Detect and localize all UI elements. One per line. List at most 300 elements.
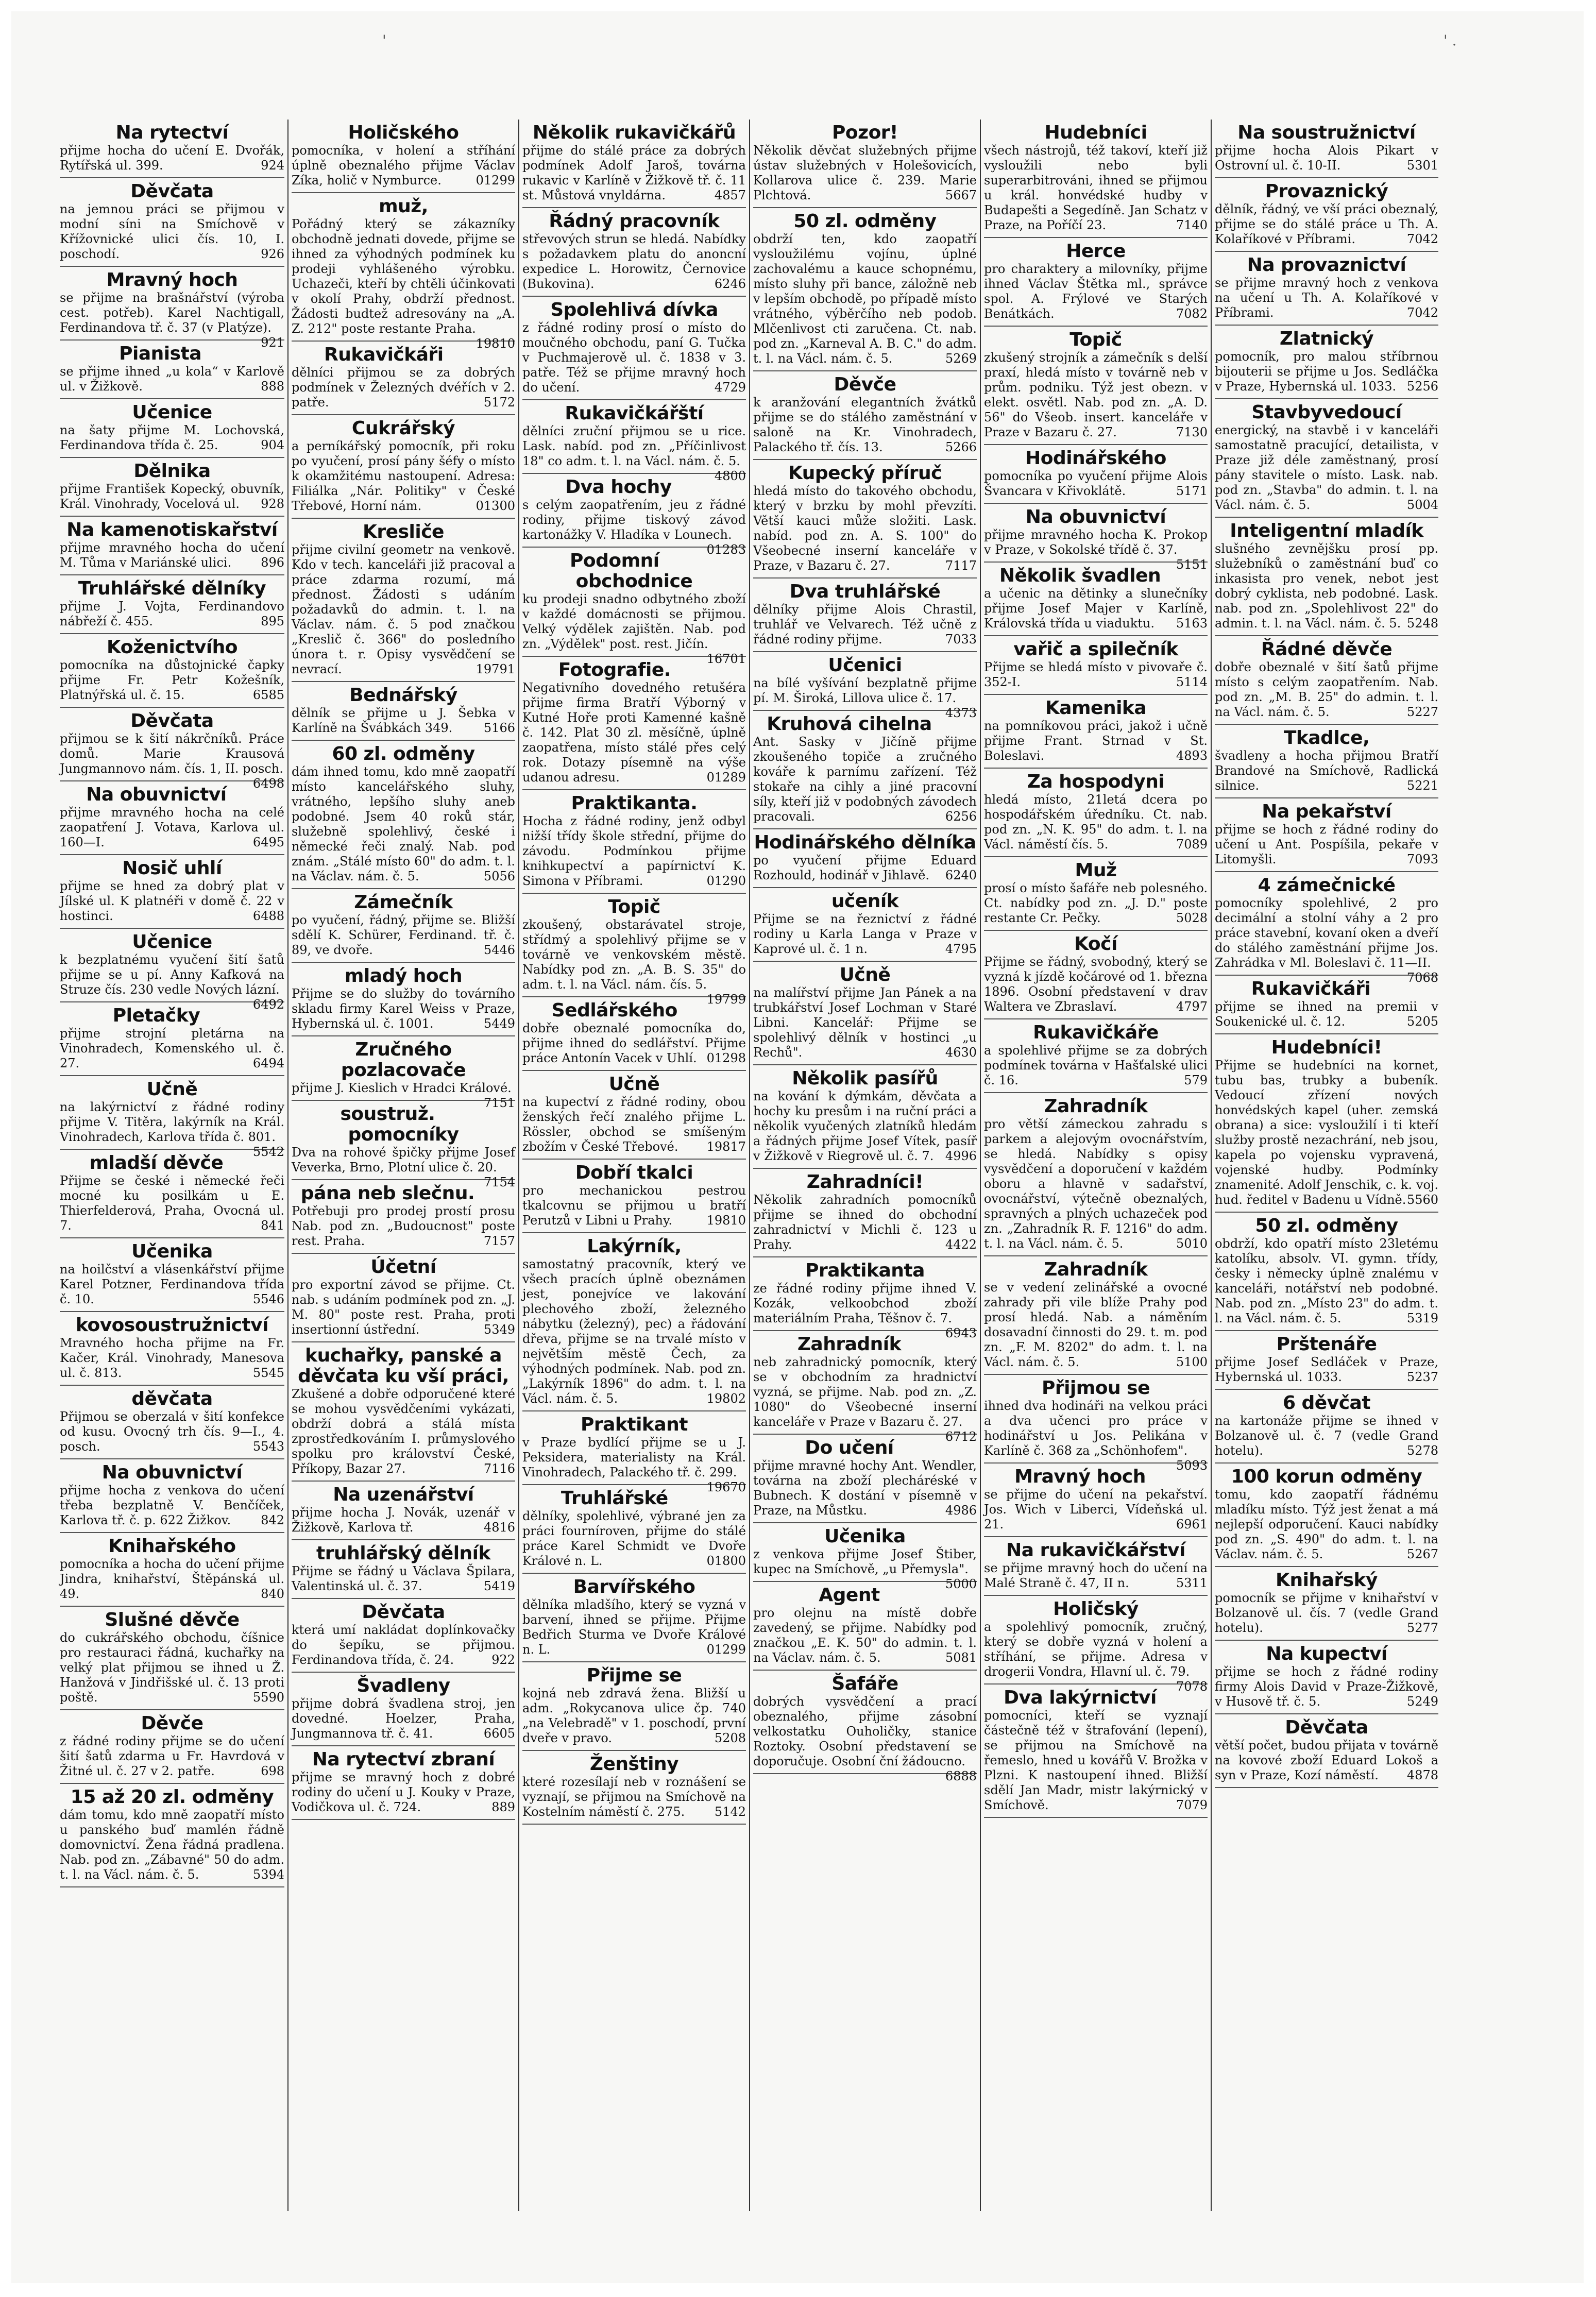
classified-ad (292, 1254, 515, 1342)
ad-text: neb zahradnický pomocník, který se v obchodním za hradnictví vyzná, se přijme. Nab. pod zn. „Z. 1080" do Všeobecné inserní kanceláře v Praze v Bazaru č. 27. (753, 1355, 977, 1429)
ad-heading: Bednářský (349, 685, 457, 706)
ad-number: 5449 (483, 1016, 515, 1031)
ad-number: 5267 (1406, 1547, 1438, 1561)
ad-text: zkoušený, obstarávatel stroje, střídmý a spolehlivý přijme se v továrně ve venkovském městě. Nabídky pod zn. „A. B. S. 35" do adm. t. l. na Václ. nám. čís. 5. (522, 917, 746, 992)
ad-text: Přijme se na řeznictví z řádné rodiny u Karla Langa v Praze v Kaprové ul. č. 1 n. (753, 912, 977, 956)
classified-ad (292, 120, 515, 193)
ad-text: a učenic na dětinky a slunečníky přijme Josef Majer v Karlíně, Královská třída u viaduktu. (984, 586, 1208, 631)
ad-text: přijme do stálé práce za dobrých podmínek Adolf Jaroš, továrna rukavic v Karlíně v Žižkově tř. č. 11 st. Můstová vnyldárna. (522, 143, 746, 202)
ad-number: 5545 (252, 1366, 284, 1380)
ad-text: pro větší zámeckou zahradu s parkem a alejovým ovocnářstvím, se hledá. Nabídky s opisy vysvědčení a doporučení v každém oboru a hlavně v sadařství, ovocnářství, výtečně obeznalých, spravných a plných uchazeček pod zn. „Zahradník R. F. 1216" do adm. t. l. na Václ. nám. č. 5. (984, 1117, 1208, 1251)
ad-body (60, 1630, 284, 1705)
classified-ad (1215, 1714, 1438, 1788)
ad-number: 889 (491, 1800, 515, 1814)
ad-text: přijme J. Vojta, Ferdinandovo nábřeží č. 455. (60, 599, 284, 628)
ad-body (60, 540, 284, 570)
ad-number: 895 (261, 614, 284, 628)
ad-heading: Na obuvnictví (101, 1462, 243, 1483)
classified-ad (292, 1540, 515, 1599)
ad-text: pomocníci, kteří se vyznají částečně též v štrafování (lepení), se přijmou na Smíchově na řemeslo, hned u kovářů V. Brožka v Plzni. K nastoupení ihned. Bližší sdělí Jan Madr, mistr lakýrnický v Smíchově. (984, 1708, 1208, 1812)
ad-number: 4373 (945, 706, 977, 720)
ad-heading: Na uzenářství (333, 1484, 474, 1505)
ad-number: 841 (261, 1218, 284, 1233)
classified-ad (753, 962, 977, 1065)
ad-number: 01800 (706, 1554, 746, 1568)
classified-ad (60, 1607, 284, 1710)
ad-number: 6943 (945, 1326, 977, 1340)
classified-ad (522, 1411, 746, 1494)
ad-text: přijme se hoch z řádné rodiny firmy Alois David v Praze-Žižkově, v Husově tř. č. 5. (1215, 1664, 1438, 1709)
ad-body (753, 484, 977, 573)
ad-text: se přijme mravný hoch z venkova na učení u Th. A. Kolaříkové v Příbrami. (1215, 276, 1438, 320)
ad-number: 4795 (945, 942, 977, 956)
classified-ad (522, 120, 746, 208)
classified-ad (753, 888, 977, 962)
ad-text: Přijme se hudebníci na kornet, tubu bas, trubky a bubeník. Vedoucí zřízení nových honvédských kapel (uher. zemská obrana) a sice: vysloužilí i ti kteří služby prostě nezachrání, neb jsou, kapela po vojensku vypravená, vojenské hudby. Podmínky znamenité. Adolf Jenschik, c. k. voj. hud. ředitel v Badenu u Vídně. (1215, 1058, 1438, 1207)
ad-text: přijme hocha J. Novák, uzenář v Žižkově, Karlova tř. (292, 1505, 515, 1535)
ad-body (1215, 1414, 1438, 1458)
ad-heading: Rukavičkáři (324, 344, 444, 365)
ad-text: na kování k dýmkám, děvčata a hochy ku presům i na ruční práci a několik vyučených zlatníků hledám a řádných přijme Josef Vítek, pasíř v Žižkově v Riegrově ul. č. 7. (753, 1089, 977, 1163)
ad-number: 7042 (1406, 232, 1438, 246)
ad-text: dám tomu, kdo mně zaopatří místo u panského buď mamlén řádně domovnictví. Žena řádná pradlena. Nab. pod zn. „Zábavné" 50 do adm. t. l. na Václ. nám. č. 5. (60, 1808, 284, 1882)
classified-ad (292, 193, 515, 351)
ad-text: dám ihned tomu, kdo mně zaopatří místo kancelářského sluhy, vrátného, lepšího sluhy aneb podobné. Jsem 40 roků stár, služebně spolehlivý, české i německé řeči znalý. Nab. pod znám. „Stálé místo 60" do adm. t. l. na Václav. nám. č. 5. (292, 764, 515, 883)
ad-number: 19799 (706, 992, 746, 1007)
ad-text: Ant. Sasky v Jičíně přijme zkoušeného topiče a zručného kováře k parnímu zařízení. Též stokaře na cihly a jiné pracovní síly, kteří již v podobných závodech pracovali. (753, 735, 977, 824)
ad-body (522, 680, 746, 785)
ad-heading: Praktikanta (805, 1260, 925, 1281)
ad-heading: Holičský (1053, 1598, 1139, 1620)
ad-text: dobře obeznalé pomocníka do, přijme ihned do sedlářství. Přijme práce Antonín Vacek v Uhlí. (522, 1021, 746, 1065)
ad-text: energický, na stavbě i v kanceláři samostatně pracující, detailista, v Praze již déle zaměstnaný, prosí pány stavitele o místo. Lask. nab. pod zn. „Stavba" do admin. t. l. na Václ. nám. č. 5. (1215, 423, 1438, 512)
ad-number: 926 (261, 247, 284, 261)
ad-number: 5419 (483, 1579, 515, 1593)
ad-heading: Koženictvího (106, 637, 238, 658)
ad-number: 6492 (252, 997, 284, 1012)
ad-number: 5151 (1176, 557, 1208, 572)
ad-text: Hocha z řádné rodiny, jenž odbyl nižší třídy škole střední, přijme do závodu. Podmínkou přijme knihkupectví a papírnictví K. Simona v Příbrami. (522, 814, 746, 888)
classified-ad (522, 548, 746, 666)
ad-body (60, 1557, 284, 1602)
ad-heading: Rukavičkáře (1033, 1022, 1159, 1043)
ad-body (522, 1509, 746, 1569)
ad-body (60, 1409, 284, 1454)
ad-text: Mravného hocha přijme na Fr. Kačer, Král. Vinohrady, Manesova ul. č. 813. (60, 1336, 284, 1380)
ad-text: dělníka mladšího, který se vyzná v barvení, ihned se přijme. Přijme Bedřich Sturma ve Dvoře Králové n. L. (522, 1597, 746, 1657)
ad-body (753, 676, 977, 720)
ad-body (753, 143, 977, 203)
classified-ad (1215, 1331, 1438, 1390)
classified-ad (292, 682, 515, 741)
ad-number: 5266 (945, 440, 977, 454)
ad-text: ze řádné rodiny přijme ihned V. Kozák, velkoobchod zboží materiálním Praha, Těšnov č. 7. (753, 1281, 977, 1325)
classified-ad (522, 1662, 746, 1751)
ad-heading: Knihařský (1276, 1570, 1378, 1591)
ad-body (753, 1281, 977, 1340)
classified-ad (60, 1784, 284, 1887)
ad-body (292, 1696, 515, 1741)
ad-number: 5319 (1406, 1311, 1438, 1325)
classified-ad (1215, 120, 1438, 178)
ad-body (292, 1564, 515, 1594)
ad-number: 5446 (483, 943, 515, 957)
classified-ad (60, 399, 284, 458)
ad-number: 7079 (1176, 1798, 1208, 1812)
ad-heading: Kruhová cihelna (767, 713, 932, 735)
ad-body (522, 1257, 746, 1406)
ad-heading: Přijme se (586, 1665, 682, 1686)
classified-ad (753, 1523, 977, 1591)
ad-text: pro olejnu na místě dobře zavedený, se přijme. Nabídky pod značkou „E. K. 50" do admin. t. l. na Václav. nám. č. 5. (753, 1606, 977, 1665)
ad-body (60, 423, 284, 453)
ad-body (60, 1734, 284, 1779)
ad-number: 922 (491, 1653, 515, 1667)
classified-ad (984, 1596, 1208, 1694)
classified-ad (753, 578, 977, 652)
classified-ad (292, 519, 515, 682)
ad-heading: Praktikant (581, 1414, 688, 1435)
ad-text: pomocníka, v holení a stříhání úplně obeznalého přijme Václav Zíka, holič v Nymburce. (292, 143, 515, 188)
classified-ad (60, 708, 284, 791)
ad-heading: Učenice (132, 402, 212, 423)
ad-text: přijme dobrá švadlena stroj, jen dovedné. Hoelzer, Praha, Jungmannova tř. č. 41. (292, 1696, 515, 1741)
column-2 (287, 120, 518, 2211)
ad-number: 5221 (1406, 778, 1438, 793)
ad-number: 7117 (945, 558, 977, 573)
ad-body (292, 217, 515, 351)
ad-heading: Dobří tkalci (575, 1162, 693, 1183)
ad-body (522, 424, 746, 483)
ad-number: 5100 (1176, 1355, 1208, 1369)
ad-number: 19810 (476, 336, 515, 351)
ad-text: ku prodeji snadno odbytného zboží v každé domácnosti se přijmou. Velký výdělek zajištěn. Nab. pod zn. „Výdělek" post. rest. Jičín. (522, 592, 746, 651)
ad-text: větší počet, budou přijata v továrně na kovové zboží Eduard Lokoš a syn v Praze, Kozí náměstí. (1215, 1738, 1438, 1782)
ad-number: 904 (261, 438, 284, 452)
ad-heading: Děvčata (362, 1602, 445, 1623)
ad-text: Zkušené a dobře odporučené které se mohou vysvědčeními vykázati, obdrží dobrá a stálá místa zprostředkováním I. průmyslového spolku pro království České, Příkopy, Bazar 27. (292, 1387, 515, 1476)
ad-body (753, 1606, 977, 1665)
ad-heading: Provaznický (1265, 181, 1388, 202)
ad-heading: Kamenika (1045, 697, 1147, 719)
ad-body (753, 602, 977, 647)
ad-heading: truhlářský dělník (316, 1543, 490, 1564)
ad-body (60, 731, 284, 791)
ad-number: 5311 (1176, 1576, 1208, 1590)
ad-body (522, 1021, 746, 1066)
ad-body (60, 1173, 284, 1233)
ad-text: pro mechanickou pestrou tkalcovnu se přijmou u bratří Perutzů v Libni u Prahy. (522, 1183, 746, 1228)
ad-heading: Agent (819, 1585, 880, 1606)
classified-ad (753, 120, 977, 208)
ad-body (522, 592, 746, 666)
ad-text: do cukrářského obchodu, číšnice pro restauraci řádná, kuchařky na velký plat přijmou se ihned u Ž. Hanžová v Jindřišské ul. č. 13 proti poště. (60, 1630, 284, 1705)
ad-text: prosí o místo šafáře neb polesného. Ct. nabídky pod zn. „J. D." poste restante Cr. Pečky. (984, 881, 1208, 925)
ad-body (1215, 1738, 1438, 1783)
ad-text: a perníkářský pomocník, při roku po vyučení, prosí pány šéfy o místo k okamžitému nastoupení. Adresa: Filiálka „Nár. Politiky" v České Třebové, Horní nám. (292, 439, 515, 513)
classified-ad (60, 781, 284, 855)
ad-heading: Rukavičkáři (1251, 978, 1371, 999)
classified-ad (60, 1312, 284, 1386)
ad-number: 6240 (945, 868, 977, 882)
ad-text: Negativního dovedného retušéra přijme firma Bratří Výborný v Kutné Hoře proti Kamenné kašně č. 142. Plat 30 zl. měsíčně, úplně zaopatřena, místo stálé přes celý rok. Dotazy písemně na výše udanou adresu. (522, 680, 746, 785)
ad-heading: Děvčata (130, 710, 214, 731)
ad-heading: Řádné děvče (1261, 639, 1393, 660)
ad-heading: Hodinářského (1025, 448, 1166, 469)
classified-ad (984, 1019, 1208, 1093)
ad-heading: Na rytectví (115, 122, 229, 143)
ad-heading: 4 zámečnické (1258, 875, 1396, 896)
classified-ad (1215, 252, 1438, 326)
ad-heading: mladší děvče (89, 1152, 224, 1173)
ad-body (753, 1089, 977, 1164)
ad-body (522, 498, 746, 557)
ad-number: 4986 (945, 1503, 977, 1518)
classified-ad (984, 769, 1208, 857)
ad-text: střevových strun se hledá. Nabídky s požadavkem platu do anoncní expedice L. Horowitz, Černovice (Bukovina). (522, 232, 746, 291)
ad-number: 5256 (1406, 379, 1438, 394)
ad-heading: Děvčata (130, 181, 214, 202)
ad-heading: Topič (608, 896, 660, 917)
ad-body (292, 764, 515, 884)
ad-body (292, 1081, 515, 1110)
classified-ad (984, 1685, 1208, 1818)
ad-body (1215, 896, 1438, 985)
classified-ad (1215, 1567, 1438, 1641)
classified-ad (292, 1599, 515, 1673)
ad-body (292, 1204, 515, 1249)
ad-body (984, 660, 1208, 690)
ad-text: přijmou se k šití nákrčníků. Práce domů. Marie Krausová Jungmannovo nám. čís. 1, II. posch. (60, 731, 284, 776)
classified-ad (60, 458, 284, 517)
ad-body (60, 202, 284, 262)
margin-mark: ' (382, 32, 386, 49)
ad-text: slušného zevnějšku prosí pp. služebníků o zaměstnání buď co inkasista pro venek, nebot jest dobrý cyklista, neb podobné. Lask. nab. pod zn. „Spolehlivost 22" do admin. t. l. na Václ. nám. č. 5. (1215, 541, 1438, 631)
ad-body (1215, 143, 1438, 173)
ad-text: přijme hocha do učení E. Dvořák, Rytířská ul. 399. (60, 143, 284, 173)
classified-ad (292, 889, 515, 963)
column-3 (518, 120, 749, 2211)
classified-ad (522, 657, 746, 790)
ad-text: na lakýrnictví z řádné rodiny přijme V. Titěra, lakýrník na Král. Vinohradech, Karlova třída č. 801. (60, 1100, 284, 1144)
ad-number: 5667 (945, 188, 977, 202)
ad-text: přijme se hned za dobrý plat v Jílské ul. K platnéři v domě č. 22 v hostinci. (60, 879, 284, 923)
ad-number: 01299 (706, 1642, 746, 1657)
ad-body (60, 805, 284, 850)
classified-ad (522, 1071, 746, 1160)
ad-heading: Účetní (370, 1256, 436, 1278)
ad-text: Přijme se do služby do továrního skladu firmy Karel Weiss v Praze, Hybernská ul. č. 1001. (292, 986, 515, 1031)
column-4 (749, 120, 980, 2211)
ad-text: na pomníkovou práci, jakož i učně přijme Frant. Strnad v St. Boleslavi. (984, 719, 1208, 763)
ad-body (60, 1026, 284, 1071)
ad-number: 01289 (706, 770, 746, 785)
ad-text: dělníci zruční přijmou se u rice. Lask. nabíd. pod zn. „Příčinlivost 18" co adm. t. l. na Václ. nám. č. 5. (522, 424, 746, 468)
margin-mark: ' . (1444, 32, 1457, 49)
ad-number: 840 (261, 1587, 284, 1601)
ad-body (984, 792, 1208, 852)
ad-number: 7068 (1406, 971, 1438, 985)
ad-text: pomocníka a hocha do učení přijme Jindra, knihařství, Štěpánská ul. 49. (60, 1557, 284, 1601)
ad-heading: Pletačky (112, 1005, 200, 1026)
ad-heading: Holičského (348, 122, 459, 143)
ad-heading: Slušné děvče (105, 1609, 240, 1630)
ad-text: přijme strojní pletárna na Vinohradech, Komenského ul. č. 27. (60, 1026, 284, 1070)
ad-body (522, 1095, 746, 1154)
ad-number: 6494 (252, 1056, 284, 1070)
ad-number: 928 (261, 497, 284, 511)
ad-text: v Praze bydlící přijme se u J. Peksidera, materialisty na Král. Vinohradech, Palackého tř. č. 299. (522, 1435, 746, 1479)
ad-text: Několik děvčat služebných přijme ústav služebných v Holešovicích, Kollarova ulice č. 239. Marie Plchtová. (753, 143, 977, 202)
ad-number: 5000 (945, 1577, 977, 1591)
ad-number: 4893 (1176, 748, 1208, 763)
ad-heading: Zlatnický (1279, 328, 1374, 349)
ad-heading: Děvčata (1285, 1717, 1368, 1738)
ad-number: 5093 (1176, 1458, 1208, 1473)
classified-ad (60, 341, 284, 399)
ad-text: se přijme mravný hoch do učení na Malé Straně č. 47, II n. (984, 1561, 1208, 1590)
ad-heading: Herce (1066, 241, 1126, 262)
classified-ad (984, 1256, 1208, 1375)
ad-number: 579 (1184, 1073, 1208, 1087)
ad-body (984, 955, 1208, 1014)
classified-ad (60, 1386, 284, 1459)
ad-text: s celým zaopatřením, jeu z řádné rodiny, přijme tiskový závod kartonážky V. Hladíka v Lounech. (522, 498, 746, 542)
classified-ad (60, 178, 284, 267)
ad-body (753, 1547, 977, 1591)
ad-number: 6246 (714, 277, 746, 291)
ad-heading: Topič (1069, 329, 1122, 350)
ad-heading: Rukavičkářští (565, 403, 704, 424)
ad-text: z venkova přijme Josef Štiber, kupec na Smíchově, „u Přemysla". (753, 1547, 977, 1576)
ad-heading: 50 zl. odměny (1255, 1215, 1398, 1236)
classified-ad (984, 563, 1208, 636)
classified-ad (984, 445, 1208, 504)
ad-number: 7082 (1176, 307, 1208, 321)
classified-ad (292, 1180, 515, 1254)
ad-heading: Muž (1075, 860, 1117, 881)
ad-number: 5028 (1176, 911, 1208, 925)
ad-body (292, 365, 515, 410)
ad-text: přijme se hoch z řádné rodiny do učení u Ant. Pospíšila, pekaře v Litomyšli. (1215, 822, 1438, 866)
ad-body (292, 1387, 515, 1476)
classified-ad (1215, 636, 1438, 725)
ad-text: Pořádný který se zákazníky obchodně jednati dovede, přijme se ihned za výhodných podmínek ku prodeji vyhlášeného výrobku. Uchazeči, kteří by chtěli účinkovati v okolí Prahy, obdrží přednost. Žádosti budtež adresovány na „A. Z. 212" poste restante Praha. (292, 217, 515, 336)
ad-body (60, 1808, 284, 1882)
classified-ad (1215, 976, 1438, 1034)
ad-text: na bílé vyšívání bezplatně přijme pí. M. Široká, Lillova ulice č. 17. (753, 676, 977, 705)
ad-number: 01283 (706, 542, 746, 557)
ad-body (753, 232, 977, 366)
ad-heading: Na rukavičkářství (1006, 1540, 1185, 1561)
classified-ad (984, 1375, 1208, 1473)
ad-text: přijme mravného hocha K. Prokop v Praze, v Sokolské třídě č. 37. (984, 528, 1208, 557)
ad-body (60, 143, 284, 173)
ad-body (60, 599, 284, 629)
classified-ad (1215, 326, 1438, 399)
classified-ad (753, 371, 977, 460)
ad-heading: Lakýrník, (587, 1236, 682, 1257)
classified-ad (753, 711, 977, 829)
ad-body (984, 1043, 1208, 1088)
classified-ad (753, 1331, 977, 1444)
ad-number: 6585 (252, 688, 284, 702)
ad-number: 7033 (945, 632, 977, 646)
ad-text: obdrží, kdo opatří místo 23letému katolíku, absolv. VI. gymn. třídy, česky i německy úplně znalému v kanceláři, notářství neb podobné. Nab. pod zn. „Místo 23" do adm. t. l. na Václ. nám. č. 5. (1215, 1236, 1438, 1325)
ad-heading: Učenice (132, 931, 212, 952)
classified-ad (292, 963, 515, 1036)
ad-number: 7151 (483, 1096, 515, 1110)
ad-body (60, 291, 284, 350)
ad-heading: Cukrářský (351, 418, 455, 439)
ad-body (292, 1505, 515, 1535)
ad-number: 6498 (252, 776, 284, 791)
ad-heading: Učně (146, 1079, 198, 1100)
ad-heading: Ženštiny (589, 1754, 679, 1775)
ad-text: přijme hocha z venkova do učení třeba bezplatně V. Benčíček, Karlova tř. č. p. 622 Žižkov. (60, 1483, 284, 1527)
ad-heading: Pianista (119, 343, 202, 364)
ad-heading: Učně (839, 964, 891, 985)
classified-ad (1215, 725, 1438, 798)
ad-body (60, 658, 284, 703)
classified-ad (753, 1435, 977, 1523)
ad-body (60, 482, 284, 512)
classified-ad (984, 504, 1208, 572)
ad-number: 5590 (252, 1690, 284, 1705)
ad-body (1215, 1236, 1438, 1326)
ad-body (522, 814, 746, 889)
ad-heading: Do učení (805, 1437, 894, 1458)
ad-text: se v vedení zelinářské a ovocné zahrady při vile blíže Prahy pod prosí hledá. Nab. a náměním dosavadní činnosti do 29. t. m. pod zn. „F. M. 8202" do adm. t. l. na Václ. nám. č. 5. (984, 1280, 1208, 1369)
ad-body (984, 1561, 1208, 1591)
ad-body (292, 143, 515, 188)
ad-text: zkušený strojník a zámečník s delší praxí, hledá místo v továrně neb v prům. podniku. Týž jest obezn. v elekt. osvětl. Nab. pod zn. „A. D. 56" do Všeob. insert. kanceláře v Praze v Bazaru č. 27. (984, 350, 1208, 439)
ad-text: k bezplatnému vyučení šití šatů přijme se u pí. Anny Kafková na Struze čís. 230 vedle Nových lázní. (60, 952, 284, 997)
ad-number: 5249 (1406, 1694, 1438, 1709)
ad-heading: Několik rukavičkářů (532, 122, 736, 143)
ad-body (522, 320, 746, 395)
ad-heading: 60 zl. odměny (332, 743, 475, 764)
ad-body (522, 917, 746, 1007)
classified-ad (984, 931, 1208, 1019)
ad-heading: Mravný hoch (106, 269, 238, 291)
ad-text: přijme civilní geometr na venkově. Kdo v tech. kanceláři již pracoval a práce zdarma rozumí, má přednost. Žádosti s udáním požadavků do admin. t. l. na Václav. nám. č. 5 pod značkou „Kreslič č. 366" do posledního února t. r. Opisy vysvědčení se nevrací. (292, 542, 515, 676)
classified-ad (1215, 1464, 1438, 1567)
ad-text: Dva na rohové špičky přijme Josef Veverka, Brno, Plotní ulice č. 20. (292, 1145, 515, 1175)
ad-number: 5248 (1406, 616, 1438, 631)
classified-ad (60, 1076, 284, 1159)
ad-heading: 15 až 20 zl. odměny (70, 1786, 274, 1808)
ad-heading: Barvířského (573, 1576, 695, 1597)
ad-text: přijme hocha Alois Pikart v Ostrovní ul. č. 10-II. (1215, 143, 1438, 173)
ad-number: 4630 (945, 1045, 977, 1060)
classified-ad (60, 855, 284, 929)
ad-number: 7140 (1176, 218, 1208, 232)
ad-body (1215, 1355, 1438, 1385)
ad-body (753, 735, 977, 824)
classified-ad (292, 1342, 515, 1482)
classified-ad (984, 238, 1208, 327)
ad-text: dělník, řádný, ve vší práci obeznalý, přijme se do stálé práce u Th. A. Kolaříkové v Příbrami. (1215, 202, 1438, 246)
classified-ad (60, 267, 284, 350)
ad-text: pomocníka po vyučení přijme Alois Švancara v Křivoklátě. (984, 469, 1208, 498)
ad-text: Přijme se řádný, svobodný, který se vyzná k jízdě kočárové od 1. března 1896. Osobní představení v drav Waltera ve Zbraslaví. (984, 955, 1208, 1014)
classified-ad (984, 1464, 1208, 1537)
classified-ad (753, 1065, 977, 1169)
ad-number: 5142 (714, 1805, 746, 1819)
ad-number: 6712 (945, 1430, 977, 1444)
ad-body (1215, 660, 1438, 720)
